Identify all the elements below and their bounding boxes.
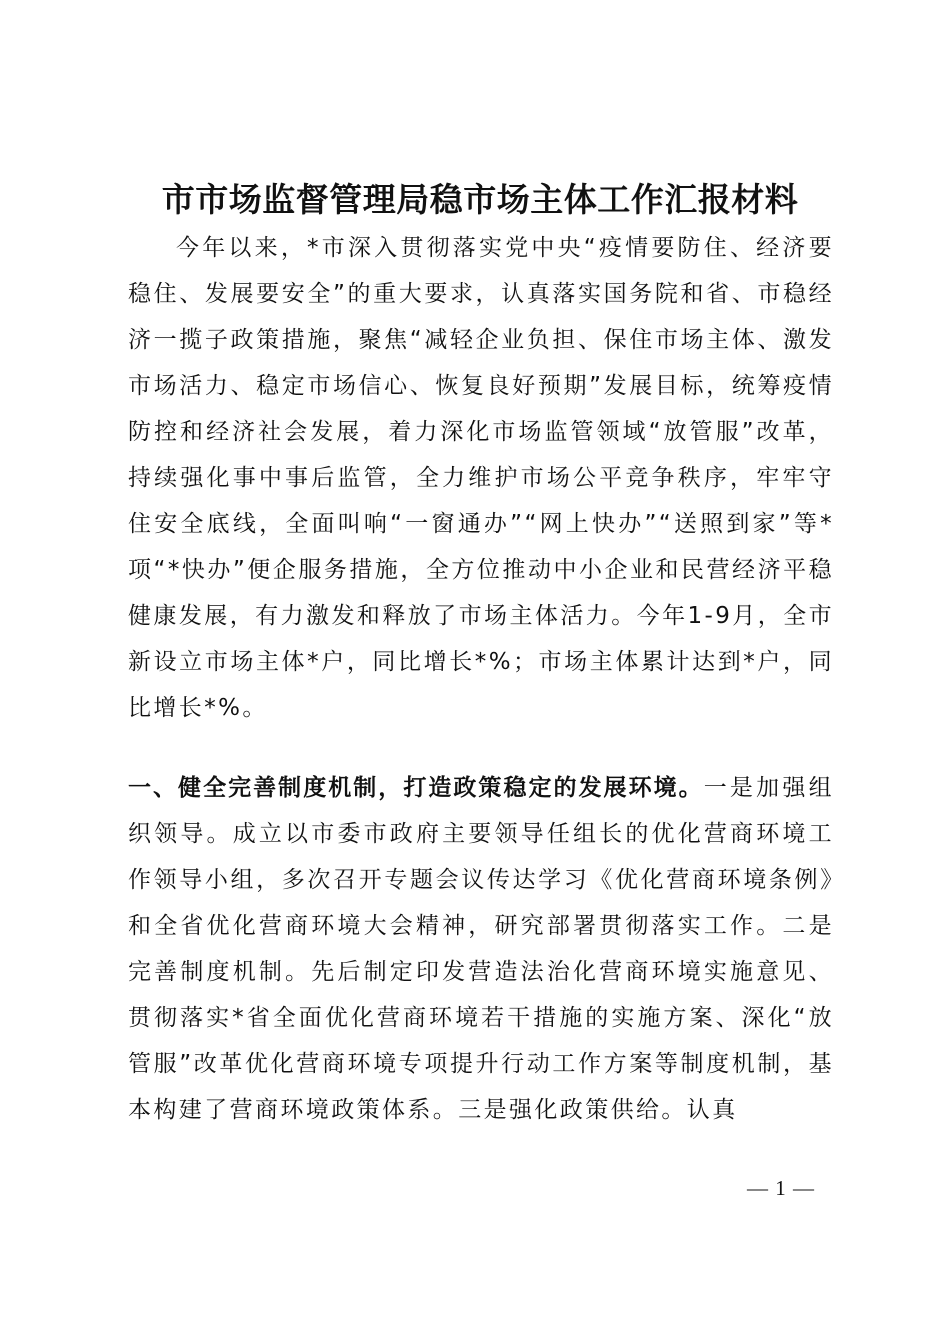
section-1-heading: 一、健全完善制度机制，打造政策稳定的发展环境。 bbox=[128, 775, 704, 801]
page-number: — 1 — bbox=[747, 1176, 815, 1200]
document-title: 市市场监督管理局稳市场主体工作汇报材料 bbox=[161, 180, 799, 219]
section-1-paragraph bbox=[128, 765, 834, 1133]
section-1-body: 一是加强组织领导。成立以市委市政府主要领导任组长的优化营商环境工作领导小组，多次召开专题会议传达学习《优化营商环境条例》和全省优化营商环境大会精神，研究部署贯彻落实工作。二是完善制度机制。先后制定印发营造法治化营商环境实施意见、贯彻落实*省全面优化营商环境若干措施的实施方案、深化“放管服”改革优化营商环境专项提升行动工作方案等制度机制，基本构建了营商环境政策体系。三是强化政策供给。认真 bbox=[128, 775, 835, 1123]
intro-paragraph: 今年以来，*市深入贯彻落实党中央“疫情要防住、经济要稳住、发展要安全”的重大要求，认真落实国务院和省、市稳经济一揽子政策措施，聚焦“减轻企业负担、保住市场主体、激发市场活力、稳定市场信心、恢复良好预期”发展目标，统筹疫情防控和经济社会发展，着力深化市场监管领域“放管服”改革，持续强化事中事后监管，全力维护市场公平竞争秩序，牢牢守住安全底线，全面叫响“一窗通办”“网上快办”“送照到家”等*项“*快办”便企服务措施，全方位推动中小企业和民营经济平稳健康发展，有力激发和释放了市场主体活力。今年1-9月，全市新设立市场主体*户，同比增长*%；市场主体累计达到*户，同比增长*%。 bbox=[128, 235, 834, 721]
